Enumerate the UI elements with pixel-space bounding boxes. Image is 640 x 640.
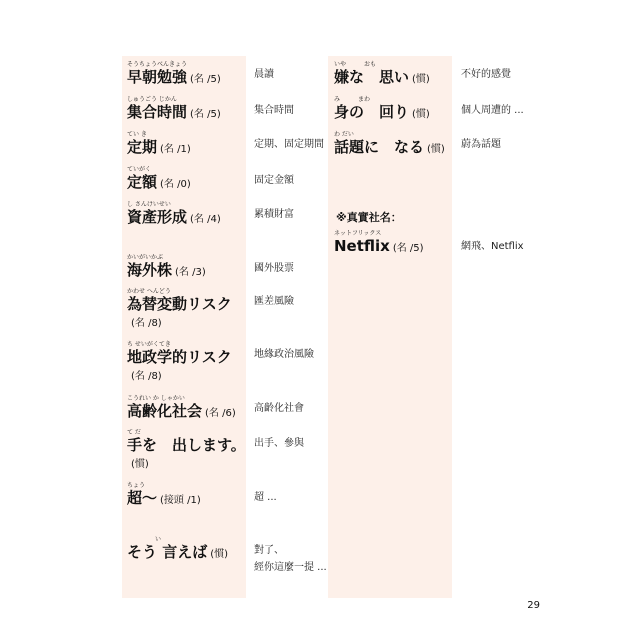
vocab-term: 話題に なる (慣) [334,138,445,156]
grammar-tag: (慣) [131,459,149,470]
vocab-term: 嫌な 思い (慣) [334,68,430,86]
vocab-meaning: 對了、 [254,545,284,556]
vocab-meaning: 固定金額 [254,175,294,186]
vocab-meaning: 個人周遭的 ... [461,105,524,116]
grammar-tag: (慣) [412,109,430,120]
furigana: かわせ へんどう [127,288,171,295]
vocab-meaning: 超 ... [254,492,277,503]
vocab-term: 定額 (名 /0) [127,173,191,191]
vocab-entry [127,482,201,510]
furigana: そうちょうべんきょう [127,61,188,68]
vocab-term: 早朝勉強 (名 /5) [127,68,221,86]
page-number: 29 [527,600,540,611]
vocab-meaning: 蔚為話題 [461,139,501,150]
company-note-label: ※真實社名： [336,211,402,224]
furigana: ち せいがくてき [127,341,171,348]
vocab-meaning: 出手、參與 [254,438,304,449]
grammar-tag: (名 /3) [175,267,206,278]
furigana: ネットフリックス [334,230,382,237]
vocab-meaning: 定期、固定期間 [254,139,324,150]
grammar-tag: (名 /1) [160,144,191,155]
vocab-entry [127,429,246,454]
vocab-meaning: 高齡化社會 [254,403,304,414]
vocab-term: 集合時間 (名 /5) [127,103,221,121]
furigana: て だ [127,429,141,436]
vocab-term: 超〜 (接頭 /1) [127,489,201,507]
grammar-tag: (名 /5) [392,243,424,254]
furigana: しゅうごう じかん [127,96,177,103]
vocab-term: Netflix (名 /5) [334,237,424,255]
grammar-tag: (名 /5) [190,74,221,85]
vocab-term: 地政学的リスク [127,348,232,366]
vocab-meaning: 國外股票 [254,263,294,274]
vocab-term: そう 言えば (慣) [127,543,229,561]
vocab-term: 身の 回り (慣) [334,103,430,121]
vocab-term: 海外株 (名 /3) [127,261,206,279]
vocab-entry [127,166,191,194]
vocab-meaning: 晨讀 [254,69,274,80]
grammar-tag: (慣) [427,144,445,155]
vocab-meaning: 累積財富 [254,209,294,220]
furigana: かいがいかぶ [127,254,164,261]
vocab-meaning-line-2: 經你這麼一提 ... [254,562,327,573]
furigana: ちょう [127,482,146,489]
grammar-tag: (名 /8) [131,318,162,329]
vocab-entry [127,201,221,229]
grammar-tag: (名 /4) [190,214,221,225]
furigana: み まわ [334,96,371,103]
vocab-entry [127,288,232,313]
vocab-entry [127,131,191,159]
vocab-meaning: 地緣政治風險 [254,349,314,360]
grammar-tag: (慣) [412,74,430,85]
furigana: こうれい か しゃかい [127,395,185,402]
furigana: い [155,536,162,543]
grammar-tag: (名 /6) [205,408,236,419]
furigana: いや おも [334,61,377,68]
grammar-tag: (名 /8) [131,371,162,382]
vocab-entry-company [334,230,424,258]
vocab-term: 高齢化社会 (名 /6) [127,402,236,420]
vocab-term: 為替変動リスク [127,295,232,313]
grammar-tag: (名 /5) [190,109,221,120]
vocab-entry [334,61,430,89]
vocab-entry [127,536,228,564]
vocab-entry [127,61,221,89]
vocab-term: 資產形成 (名 /4) [127,208,221,226]
grammar-tag: (名 /0) [160,179,191,190]
vocab-meaning: 匯差風險 [254,296,294,307]
vocab-term: 手を 出します。 [127,436,246,454]
vocab-entry [127,254,206,282]
furigana: ていがく [127,166,152,173]
vocab-entry [334,131,445,159]
vocab-entry [127,395,236,423]
vocab-entry [334,96,430,124]
vocab-entry [127,96,221,124]
grammar-tag: (接頭 /1) [160,495,201,506]
vocab-meaning: 不好的感覺 [461,69,511,80]
vocab-term: 定期 (名 /1) [127,138,191,156]
grammar-tag: (慣) [210,549,229,560]
furigana: てい き [127,131,147,138]
vocab-meaning: 網飛、Netflix [461,241,524,252]
furigana: わ だい [334,131,354,138]
furigana: し さんけいせい [127,201,171,208]
vocab-meaning: 集合時間 [254,105,294,116]
vocab-entry [127,341,232,366]
